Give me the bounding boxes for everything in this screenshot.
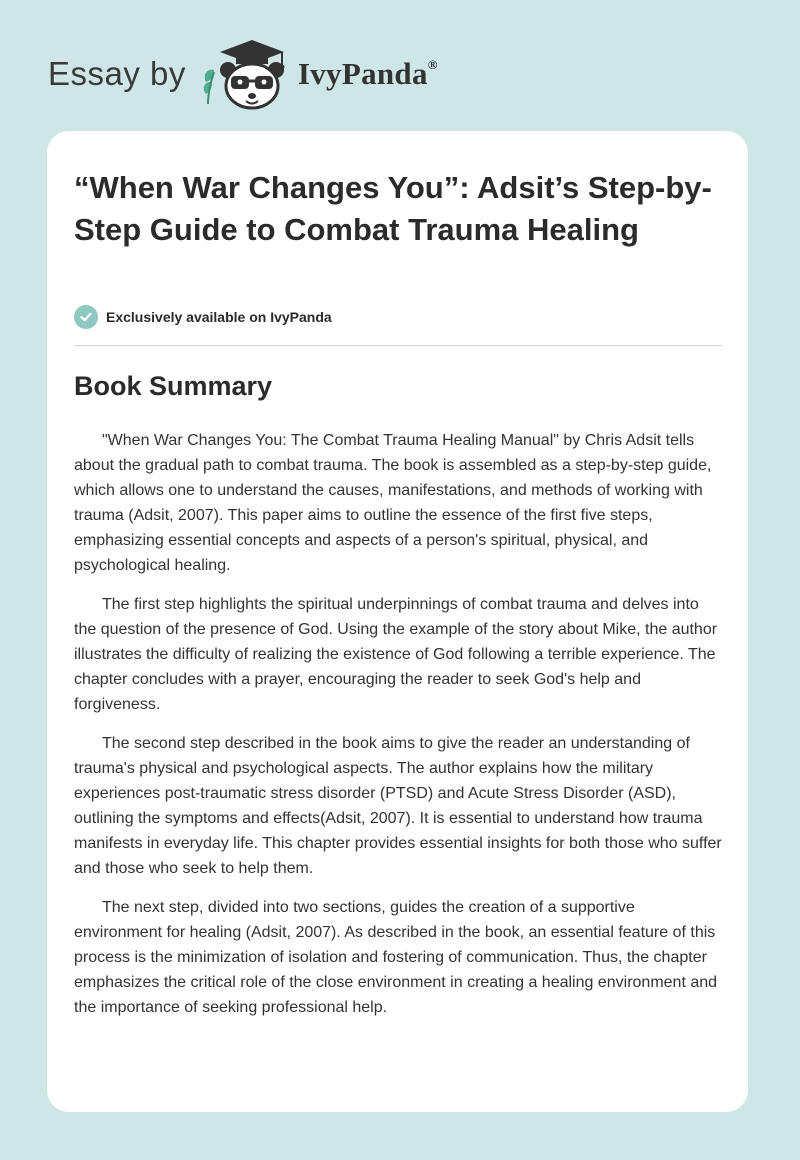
registered-mark: ®	[427, 56, 438, 72]
brand-name: IvyPanda	[297, 56, 428, 91]
paragraph: The first step highlights the spiritual underpinnings of combat trauma and delves into the question of the presence of God. Using the example of the story about Mike, the author illustrates the difficulty of realizing the existence of God following a terrible experience. The chapter concludes with a prayer, encouraging the reader to seek God's help and forgiveness.	[74, 596, 718, 713]
section-title: Book Summary	[74, 371, 273, 401]
site-header	[48, 34, 438, 114]
exclusive-label: Exclusively available on IvyPanda	[106, 309, 332, 325]
body-text	[74, 428, 724, 1034]
essay-by-label: Essay by	[48, 55, 186, 92]
brand-logo	[298, 56, 438, 92]
panda-graduate-icon	[200, 34, 292, 114]
divider	[74, 345, 722, 346]
document-card	[47, 131, 748, 1112]
paragraph: The next step, divided into two sections, guides the creation of a supportive environment for healing (Adsit, 2007). As described in the book, an essential feature of this process is the minimization of isolation and fostering of communication. Thus, the chapter emphasizes the critical role of the close environment in creating a healing environment and the importance of seeking professional help.	[74, 899, 718, 1016]
exclusive-badge	[74, 305, 332, 329]
check-icon	[74, 305, 98, 329]
paragraph: "When War Changes You: The Combat Trauma Healing Manual" by Chris Adsit tells about the gradual path to combat trauma. The book is assembled as a step-by-step guide, which allows one to understand the causes, manifestations, and methods of working with trauma (Adsit, 2007). This paper aims to outline the essence of the first five steps, emphasizing essential concepts and aspects of a person's spiritual, physical, and psychological healing.	[74, 432, 712, 574]
paragraph: The second step described in the book aims to give the reader an understanding of trauma's physical and psychological aspects. The author explains how the military experiences post-traumatic stress disorder (PTSD) and Acute Stress Disorder (ASD), outlining the symptoms and effects(Adsit, 2007). It is essential to understand how trauma manifests in everyday life. This chapter provides essential insights for both those who suffer and those who seek to help them.	[74, 735, 722, 877]
page-title: “When War Changes You”: Adsit’s Step-by-Step Guide to Combat Trauma Healing	[74, 170, 712, 247]
